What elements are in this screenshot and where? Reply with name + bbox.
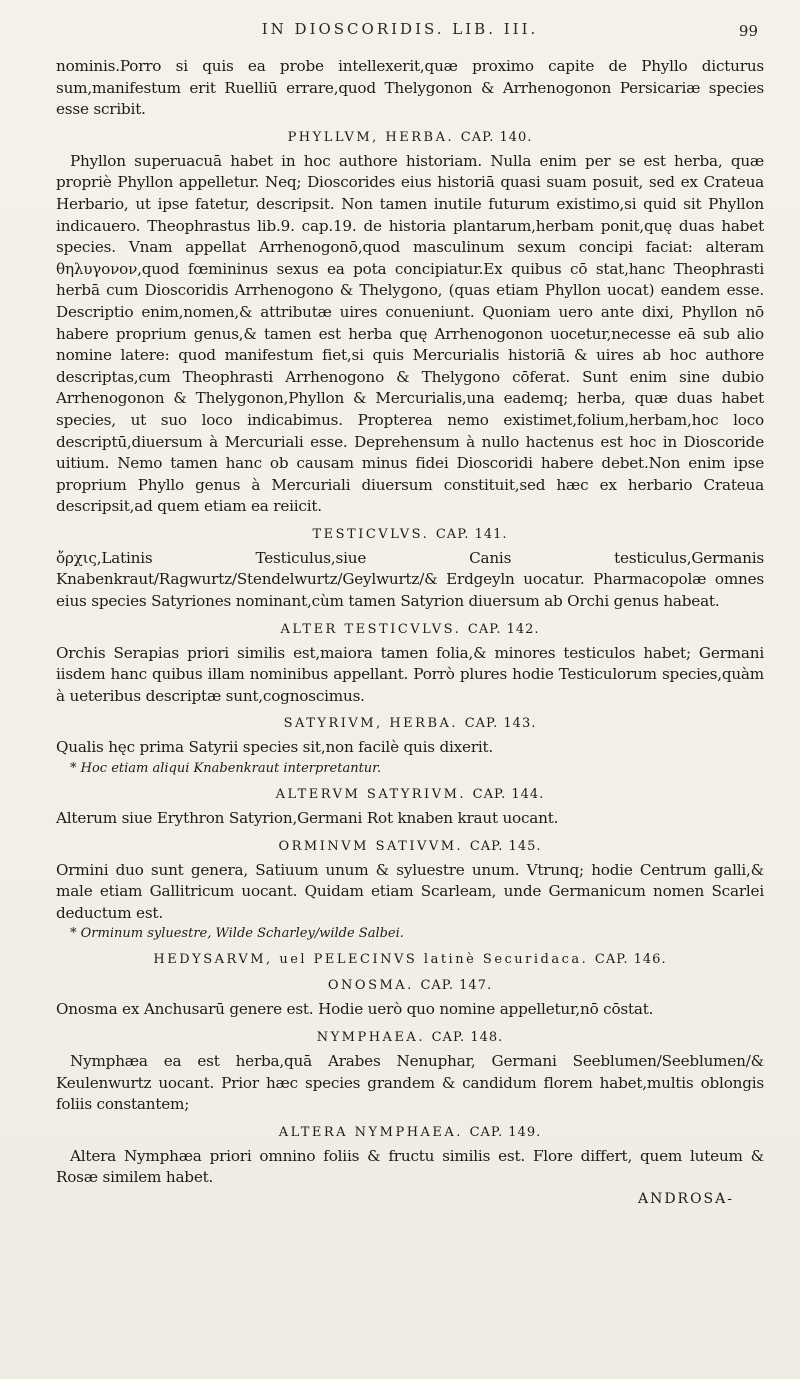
chapter-number: CAP. 142. [467, 621, 540, 637]
page-number: 99 [738, 22, 758, 40]
paragraph-continuation: nominis.Porro si quis ea probe intellexerit,quæ proximo capite de Phyllo dicturus sum,manifestum erit Ruelliū errare,quod Thelygonon & Arrhenogonon Persicariæ species esse scribit. [56, 57, 764, 119]
chapter-number: CAP. 144. [472, 787, 545, 803]
chapter-title: ALTER TESTICVLVS. [280, 621, 462, 637]
chapter-title: ALTERVM SATYRIVM. [275, 787, 467, 803]
paragraph-140: Phyllon superuacuā habet in hoc authore historiam. Nulla enim per se est herba, quæ propriè Phyllon appelletur. Neq; Dioscorides eius historiā quasi suam posuit, sed ex Crateua Herbario, ut ipse fatetur, descripsit. Non tamen inutile futurum existimo,si quid sit Phyllon indicauero. Theophrastus lib.9. cap.19. de historia plantarum,herbam ponit,quę duas habet species. Vnam appellat Arrhenogonō,quod masculinum sexum concipi faciat: alteram θηλυγονον,quod fœmininus sexus ea pota concipiatur.Ex quibus cō stat,hanc Theophrasti herbā cum Dioscoridis Arrhenogono & Thelygono, (quas etiam Phyllon uocat) eandem esse. Descriptio enim,nomen,& attributæ uires conueniunt. Quoniam uero ante dixi, Phyllon nō habere proprium genus,& tamen est herba quę Arrhenogonon uocetur,necesse eā sub alio nomine latere: quod manifestum fiet,si quis Mercurialis historiā & uires ab hoc authore descriptas,cum Theophrasti Arrhenogono & Thelygono cōferat. Sunt enim sine dubio Arrhenogonon & Thelygonon,Phyllon & Mercurialis,una eademq; herba, quæ duas habet species, ut suo loco indicabimus. Propterea nemo existimet,folium,herbam,hoc loco descriptū,diuersum à Mercuriali esse. Deprehensum à nullo hactenus est hoc in Dioscoride uitium. Nemo tamen hanc ob causam minus fidei Dioscoridi habere debet.Non enim ipse proprium Phyllo genus à Mercuriali diuersum constituit,sed hæc ex herbario Crateua descripsit,ad quem etiam ea reiicit. [56, 151, 764, 516]
chapter-number: CAP. 140. [460, 129, 533, 145]
marginal-note-145: * Orminum syluestre, Wilde Scharley/wilde Salbei. [70, 926, 404, 942]
chapter-heading-145 [56, 838, 764, 856]
chapter-title: NYMPHAEA. [316, 1030, 425, 1045]
chapter-heading-146 [56, 951, 764, 969]
chapter-title: ONOSMA. [327, 978, 414, 994]
chapter-number: CAP. 141. [435, 526, 508, 542]
catchword: ANDROSA- [637, 1190, 734, 1207]
marginal-note-143: * Hoc etiam aliqui Knabenkraut interpretantur. [70, 761, 382, 777]
chapter-heading-148 [56, 1029, 764, 1047]
paragraph-148: Nymphæa ea est herba,quā Arabes Nenuphar, Germani Seeblumen/Seeblumen/& Keulenwurtz uocant. Prior hæc species grandem & candidum florem habet,multis oblongis foliis constantem; [56, 1052, 764, 1114]
chapter-heading-143 [56, 715, 764, 733]
paragraph-142: Orchis Serapias priori similis est,maiora tamen folia,& minores testiculos habet; Germani iisdem hanc quibus illam nominibus appellant. Porrò plures hodie Testiculorum species,quàm à ueteribus descriptæ sunt,cognoscimus. [56, 643, 764, 705]
chapter-heading-141 [56, 526, 764, 544]
chapter-number: CAP. 143. [464, 716, 537, 732]
chapter-title: ORMINVM SATIVVM. [278, 838, 464, 854]
chapter-heading-149 [56, 1124, 764, 1142]
paragraph-149: Altera Nymphæa priori omnino foliis & fructu similis est. Flore differt, quem luteum & Rosæ similem habet. [56, 1146, 764, 1187]
bottom-margin [56, 1207, 764, 1208]
paragraph-143: Qualis hęc prima Satyrii species sit,non facilè quis dixerit. [56, 738, 494, 757]
chapter-heading-147 [56, 977, 764, 995]
paragraph-141: ὄρχις,Latinis Testiculus,siue Canis testiculus,Germanis Knabenkraut/Ragwurtz/Stendelwurtz/Geylwurtz/& Erdgeyln uocatur. Pharmacopolæ omnes eius species Satyriones nominant,cùm tamen Satyrion diuersum ab Orchi genus habeat. [56, 548, 764, 611]
chapter-title: TESTICVLVS. [312, 526, 430, 542]
chapter-heading-140 [56, 129, 764, 147]
running-head [0, 20, 800, 50]
chapter-number: CAP. 147. [420, 978, 493, 994]
paragraph-145: Ormini duo sunt genera, Satiuum unum & syluestre unum. Vtrunq; hodie Centrum galli,& male etiam Gallitricum uocant. Quidam etiam Scarleam, unde Germanicum nomen Scarlei deductum est. [56, 860, 764, 922]
paragraph-147: Onosma ex Anchusarū genere est. Hodie uerò quo nomine appelletur,nō cōstat. [56, 1000, 654, 1019]
chapter-title: SATYRIVM, HERBA. [283, 716, 459, 732]
chapter-number: CAP. 146. [594, 952, 667, 968]
chapter-heading-142 [56, 621, 764, 639]
chapter-heading-144 [56, 786, 764, 804]
running-title: IN DIOSCORIDIS. LIB. III. [261, 20, 539, 38]
chapter-number: CAP. 149. [469, 1124, 542, 1140]
text-block [56, 56, 764, 1208]
paragraph-144: Alterum siue Erythron Satyrion,Germani Rot knaben kraut uocant. [56, 809, 559, 828]
chapter-title: PHYLLVM, HERBA. [287, 129, 455, 145]
chapter-title: HEDYSARVM, uel PELECINVS latinè Securidaca. [153, 952, 589, 968]
chapter-title: ALTERA NYMPHAEA. [278, 1124, 463, 1140]
chapter-number: CAP. 145. [469, 838, 542, 854]
chapter-number: CAP. 148. [431, 1030, 504, 1045]
